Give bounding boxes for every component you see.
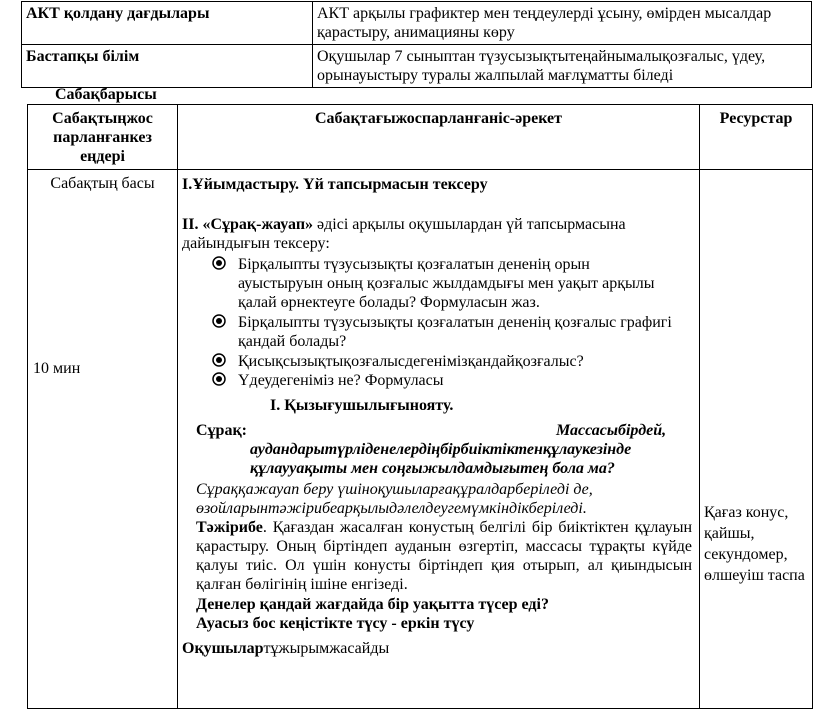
resources-cell	[700, 170, 813, 709]
summary-label: Оқушылар	[182, 640, 264, 657]
radio-bullet-icon	[212, 256, 226, 270]
key-answer: Ауасыз бос кеңістікте түсу - еркін түсу	[196, 615, 475, 632]
column-header-resources: Ресурстар	[700, 105, 813, 170]
activity-cell	[178, 170, 700, 709]
info-row-ict	[22, 2, 812, 45]
interest-heading: І. Қызығушылығынояту.	[270, 397, 454, 414]
question-label: Сұрақ:	[196, 422, 247, 439]
qa-method-label: ІІ. «Сұрақ-жауап»	[182, 216, 314, 233]
experiment-label: Тәжірибе	[196, 519, 263, 536]
section-heading: Сабақбарысы	[55, 86, 157, 103]
lesson-row	[28, 170, 813, 709]
column-header-stages	[28, 105, 178, 170]
question-text: Қисықсызықтықозғалысдегенімізқандайқозғалыс?	[238, 353, 584, 370]
stage-name: Сабақтың басы	[50, 175, 155, 192]
qa-method-paragraph	[182, 215, 692, 253]
radio-bullet-icon	[212, 372, 226, 386]
radio-bullet-icon	[212, 353, 226, 367]
column-header-planned: Сабақтағыжоспарланғаніс-әрекет	[178, 105, 700, 170]
summary-line	[182, 639, 692, 658]
question-text: Үдеудегеніміз не? Формуласы	[238, 372, 444, 389]
column-header-stages-text: Сабақтыңжоспарланғанкезеңдері	[52, 110, 153, 165]
question-text: Массасыбірдей, аудандарытүрліденелердіңбірбиіктіктенқұлаукезінде құлаууақыты мен соңғыжылдамдығытең бола ма?	[250, 422, 667, 477]
radio-bullet-icon	[212, 314, 226, 328]
lesson-table	[27, 104, 813, 709]
info-label: Бастапқы білім	[22, 45, 313, 88]
summary-text: тұжырымжасайды	[263, 640, 390, 657]
question-text: Бірқалыпты түзусызықты қозғалатын дененің қозғалыс графигі қандай болады?	[238, 314, 672, 350]
qa-method-text: әдісі арқылы оқушылардан үй тапсырмасына дайындығын тексеру:	[182, 216, 626, 252]
info-value: АКТ арқылы графиктер мен теңдеулерді ұсыну, өмірден мысалдар қарастыру, анимацияны көру	[313, 2, 812, 45]
method-note: Сұраққажауап беру үшіноқушыларғақұралдарберіледі де, өзойларынтәжірибеарқылыдәлелдеугемүмкіндікберіледі.	[196, 481, 593, 517]
experiment-text: . Қағаздан жасалған конустың белгілі бір биіктіктен құлауын қарастыру. Оның біртіндеп ауданын өзгертіп, массасы тұрақты күйде қалуы тиіс. Ол үшін конусты біртіндеп қия отырып, ал қиындысын қалған бөлігінің ішіне енгізеді.	[196, 519, 692, 593]
resources-text: Қағаз конус, қайшы, секундомер, өлшеуіш таспа	[704, 504, 805, 584]
info-value: Оқушылар 7 сыныптан түзусызықтытеңайнымалықозғалыс, үдеу, орынауыстыру туралы жалпылай мағлұматты біледі	[313, 45, 812, 88]
info-label: АКТ қолдану дағдылары	[22, 2, 313, 45]
info-row-prior-knowledge	[22, 45, 812, 88]
question-text: Бірқалыпты түзусызықты қозғалатын дененің орын ауыстыруын оның қозғалыс жылдамдығы мен уақыт арқылы қалай өрнектеуге болады? Формуласын жаз.	[238, 256, 655, 311]
experiment-paragraph	[196, 518, 692, 594]
stage-cell	[28, 170, 178, 709]
key-question: Денелер қандай жағдайда бір уақытта түсер еді?	[196, 596, 549, 613]
lesson-table-header	[28, 105, 813, 170]
info-table	[21, 1, 812, 88]
organization-heading: І.Ұйымдастыру. Үй тапсырмасын тексеру	[182, 176, 488, 193]
stage-time: 10 мин	[33, 360, 81, 377]
